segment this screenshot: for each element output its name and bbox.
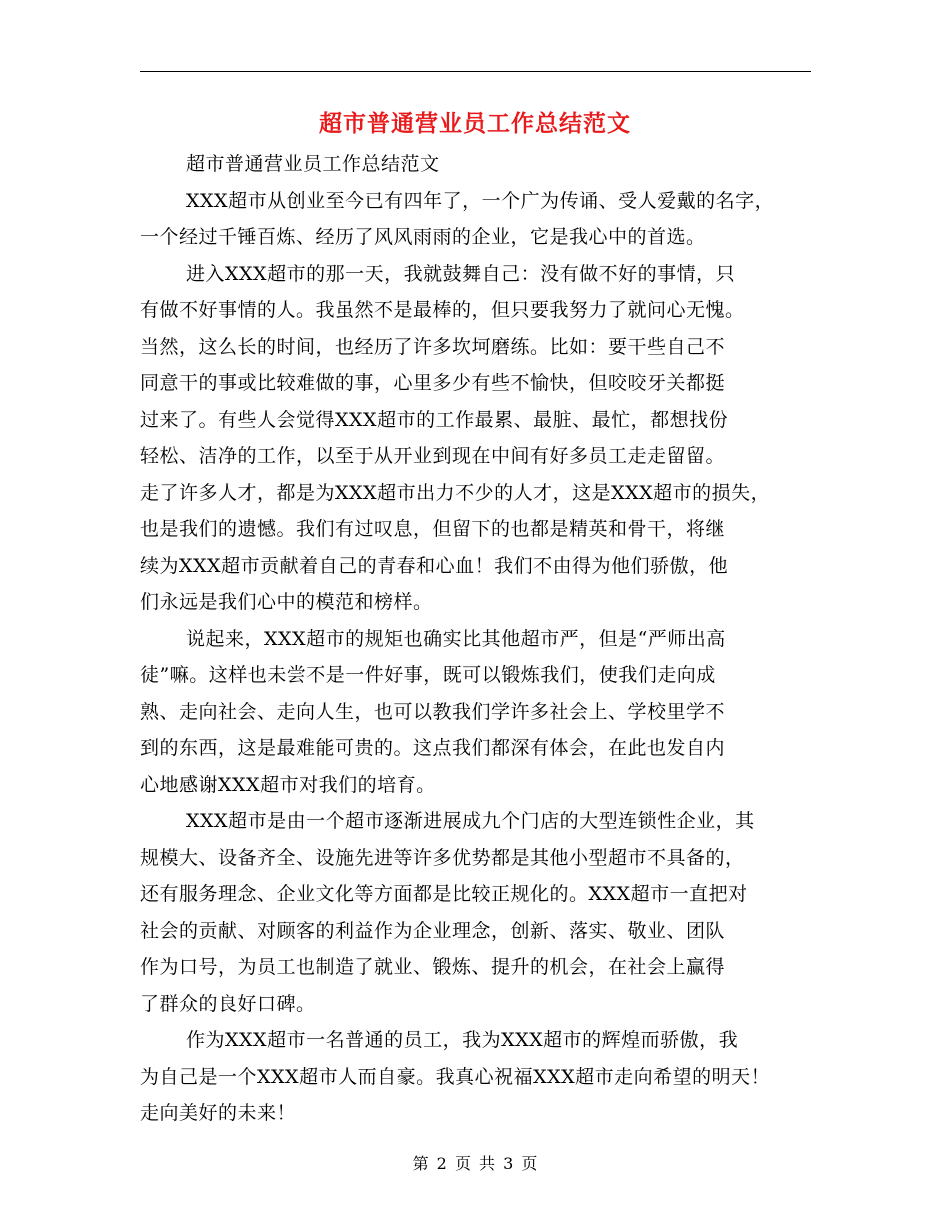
document-title: 超市普通营业员工作总结范文 [319, 110, 631, 137]
text-line: XXX超市从创业至今已有四年了，一个广为传诵、受人爱戴的名字， [186, 189, 775, 212]
text-line: 也是我们的遗憾。我们有过叹息，但留下的也都是精英和骨干，将继 [140, 518, 726, 540]
text-line: 超市普通营业员工作总结范文 [186, 153, 440, 175]
text-line: 轻松、洁净的工作，以至于从开业到现在中间有好多员工走走留留。 [140, 445, 726, 467]
text-line: 过来了。有些人会觉得XXX超市的工作最累、最脏、最忙，都想找份 [140, 408, 729, 431]
text-line: 进入XXX超市的那一天，我就鼓舞自己：没有做不好的事情，只 [186, 262, 736, 285]
text-line: 还有服务理念、企业文化等方面都是比较正规化的。XXX超市一直把对 [140, 883, 748, 905]
document-body [140, 146, 840, 1132]
text-line: 有做不好事情的人。我虽然不是最棒的，但只要我努力了就问心无愧。 [140, 299, 745, 321]
text-line: 作为XXX超市一名普通的员工，我为XXX超市的辉煌而骄傲，我 [186, 1029, 739, 1051]
text-line: 到的东西，这是最难能可贵的。这点我们都深有体会，在此也发自内 [140, 737, 726, 759]
text-line: XXX超市是由一个超市逐渐进展成九个门店的大型连锁性企业，其 [186, 810, 755, 832]
text-line: 社会的贡献、对顾客的利益作为企业理念，创新、落实、敬业、团队 [140, 919, 726, 942]
text-line: 当然，这么长的时间，也经历了许多坎坷磨练。比如：要干些自己不 [140, 335, 726, 358]
text-line: 走了许多人才，都是为XXX超市出力不少的人才，这是XXX超市的损失， [140, 481, 771, 504]
text-line: 规模大、设备齐全、设施先进等许多优势都是其他小型超市不具备的， [140, 846, 745, 869]
text-line: 了群众的良好口碑。 [140, 992, 316, 1015]
page-footer: 第 2 页 共 3 页 [412, 1154, 538, 1173]
text-line: 熟、走向社会、走向人生，也可以教我们学许多社会上、学校里学不 [140, 700, 726, 723]
text-line: 说起来，XXX超市的规矩也确实比其他超市严，但是“严师出高 [186, 627, 726, 650]
text-line: 为自己是一个XXX超市人而自豪。我真心祝福XXX超市走向希望的明天！ [140, 1065, 771, 1088]
text-line: 徒”嘛。这样也未尝不是一件好事，既可以锻炼我们，使我们走向成 [140, 664, 716, 686]
header-rule [140, 71, 811, 72]
text-line: 续为XXX超市贡献着自己的青春和心血！我们不由得为他们骄傲，他 [140, 554, 729, 577]
text-line: 同意干的事或比较难做的事，心里多少有些不愉快，但咬咬牙关都挺 [140, 372, 726, 394]
text-line: 作为口号，为员工也制造了就业、锻炼、提升的机会，在社会上赢得 [140, 956, 726, 978]
text-line: 走向美好的未来！ [140, 1102, 297, 1124]
text-line: 们永远是我们心中的模范和榜样。 [140, 591, 433, 613]
text-line: 心地感谢XXX超市对我们的培育。 [140, 773, 436, 796]
text-line: 一个经过千锤百炼、经历了风风雨雨的企业，它是我心中的首选。 [140, 226, 706, 248]
